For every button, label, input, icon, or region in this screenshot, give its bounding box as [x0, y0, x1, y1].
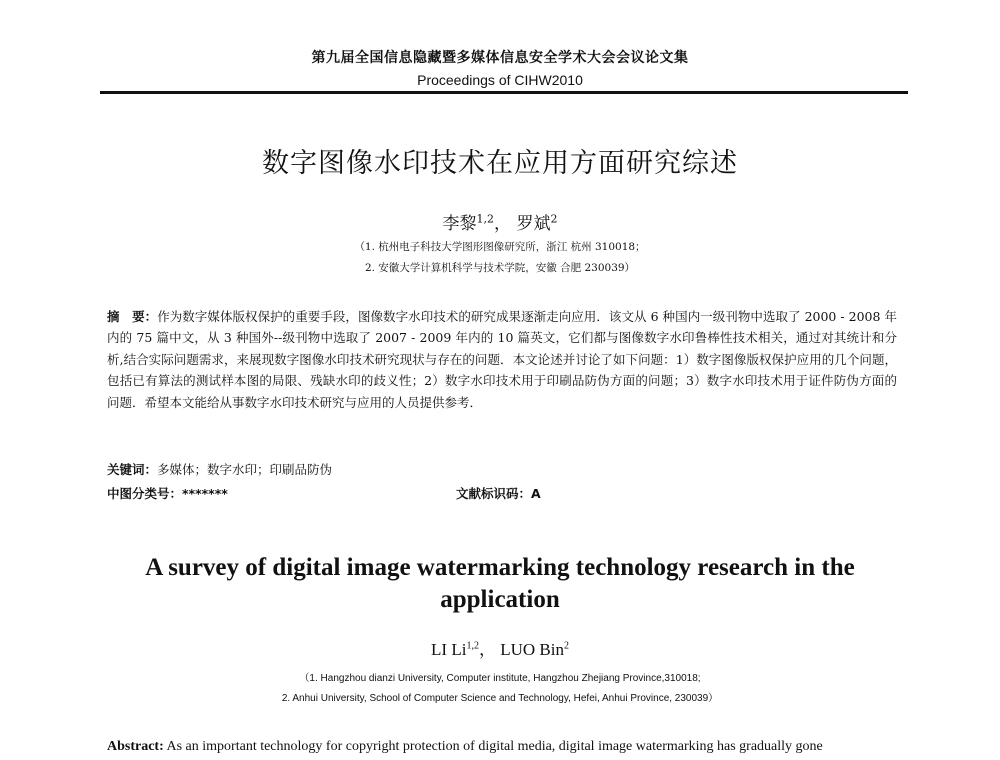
keywords-cn-text: 多媒体；数字水印；印刷品防伪	[157, 462, 333, 477]
affiliation-en-2: 2. Anhui University, School of Computer Science and Technology, Hefei, Anhui Province, 230039）	[281, 693, 719, 704]
document-code-label: 文献标识码：	[456, 486, 532, 501]
classification-line	[107, 484, 897, 502]
author-separator: ，	[494, 214, 512, 234]
author-name: 罗斌	[516, 214, 551, 234]
clc-number-label: 中图分类号：	[107, 486, 183, 501]
abstract-cn-text: 作为数字媒体版权保护的重要手段，图像数字水印技术的研究成果逐渐走向应用．该文从 6 种国内一级刊物中选取了 2000 - 2008 年内的 75 篇中文，从 3 种国外--级刊物中选取了 2007 - 2009 年内的 10 篇英文，它们都与图像数字水印鲁棒性技术相关，通过对其统计和分析,结合实际问题需求，来展现数字图像水印技术研究现状与存在的问题．本文论述并讨论了如下问题：1）数字图像版权保护应用的几个问题，包括已有算法的测试样本图的局限、残缺水印的歧义性；2）数字水印技术用于印刷品防伪方面的问题；3）数字水印技术用于证件防伪方面的问题．希望本文能给从事数字水印技术研究与应用的人员提供参考．	[107, 309, 897, 410]
author-affiliation-mark: 2	[563, 640, 569, 652]
keywords-cn-label: 关键词：	[107, 462, 158, 477]
proceedings-title-en: Proceedings of CIHW2010	[417, 72, 583, 88]
authors-en	[0, 635, 1000, 660]
abstract-cn	[107, 306, 897, 413]
header-rule	[100, 91, 908, 94]
authors-cn	[0, 209, 1000, 234]
author-name: 李黎	[442, 214, 477, 234]
clc-number-value: *******	[182, 486, 228, 501]
paper-title-en: A survey of digital image watermarking technology research in the application	[145, 554, 855, 613]
author-affiliation-mark: 2	[550, 212, 558, 226]
abstract-en	[107, 739, 907, 755]
document-code	[456, 484, 541, 502]
author-name: LUO Bin	[500, 640, 564, 659]
author-name: LI Li	[431, 640, 467, 659]
affiliation-en-1: （1. Hangzhou dianzi University, Computer institute, Hangzhou Zhejiang Province,310018;	[299, 673, 701, 684]
abstract-en-label: Abstract:	[107, 739, 164, 754]
affiliation-cn-1: （1. 杭州电子科技大学图形图像研究所，浙江 杭州 310018；	[354, 241, 646, 253]
affiliation-cn-2: 2. 安徽大学计算机科学与技术学院，安徽 合肥 230039）	[364, 262, 636, 274]
abstract-en-text: As an important technology for copyright protection of digital media, digital image watermarking has gradually gone	[166, 739, 823, 754]
author-separator: ，	[478, 640, 496, 659]
document-code-value: A	[531, 486, 541, 501]
author-affiliation-mark: 1,2	[476, 212, 495, 226]
abstract-cn-label: 摘 要：	[107, 309, 158, 324]
proceedings-title-cn: 第九届全国信息隐藏暨多媒体信息安全学术大会会议论文集	[311, 50, 689, 66]
paper-title-cn: 数字图像水印技术在应用方面研究综述	[262, 148, 738, 179]
keywords-cn	[107, 460, 332, 478]
author-affiliation-mark: 1,2	[466, 640, 479, 652]
